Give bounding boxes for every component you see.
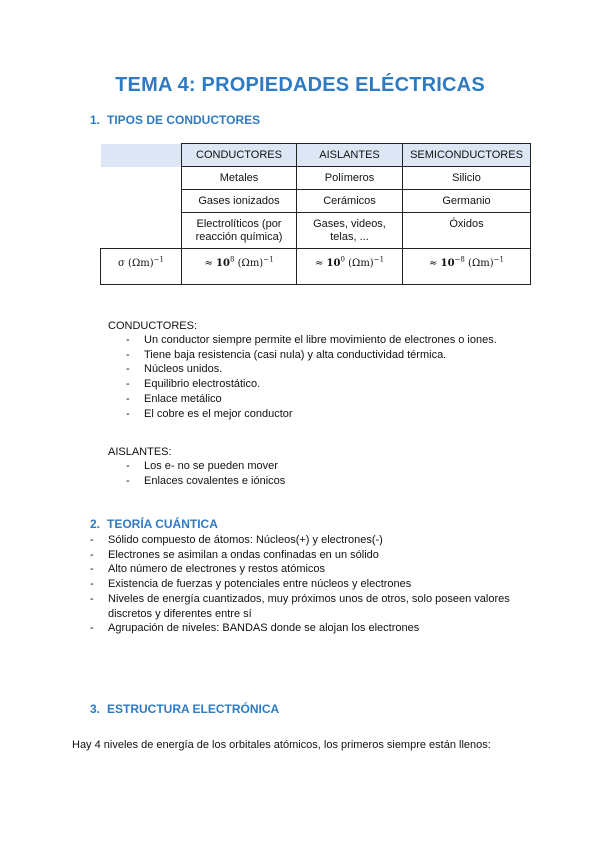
list-item: - Alto número de electrones y restos atómicos: [90, 563, 326, 576]
table-row: [101, 213, 531, 249]
sigma-exp-aislantes: 0: [340, 256, 345, 264]
sigma-conductores-cell: ≈ $10^8$ $(\Omega m)^{-1}$: [182, 249, 297, 285]
section-title: TIPOS DE CONDUCTORES: [107, 113, 261, 127]
section-number: 1.: [90, 113, 101, 127]
sigma-exp-semiconductores: −8: [454, 256, 465, 264]
list-item: - Equilibrio electrostático.: [126, 378, 261, 391]
conductor-types-table: [100, 143, 531, 285]
estructura-paragraph: Hay 4 niveles de energía de los orbitales atómicos, los primeros siempre están llenos:: [72, 739, 491, 751]
table-cell: Gases ionizados: [182, 190, 297, 213]
section-number: 3.: [90, 702, 101, 716]
list-item: - Enlaces covalentes e iónicos: [126, 474, 286, 487]
list-item: - Tiene baja resistencia (casi nula) y alta conductividad térmica.: [126, 348, 447, 361]
table-row: [101, 190, 531, 213]
sigma-symbol: σ: [118, 258, 125, 270]
sigma-label-cell: [101, 249, 182, 285]
table-cell: Silicio: [403, 167, 531, 190]
table-cell: Gases, videos, telas, ...: [297, 213, 403, 249]
aislantes-label: AISLANTES:: [108, 446, 172, 458]
table-corner-blank: [101, 144, 182, 167]
sigma-aislantes-cell: ≈ $10^0$ $(\Omega m)^{-1}$: [297, 249, 403, 285]
list-item: - Los e- no se pueden mover: [126, 460, 278, 472]
aislantes-list: [126, 459, 544, 488]
list-item: - Agrupación de niveles: BANDAS donde se alojan los electrones: [90, 622, 420, 635]
table-cell: Metales: [182, 167, 297, 190]
list-item: - Niveles de energía cuantizados, muy próximos unos de otros, solo poseen valores discretos y diferentes entre sí: [90, 592, 510, 620]
table-row-sigma: [101, 249, 531, 285]
teoria-list: [90, 533, 538, 636]
sigma-unit-exp: −1: [153, 256, 164, 264]
table-cell: Electrolíticos (por reacción química): [182, 213, 297, 249]
list-item: - El cobre es el mejor conductor: [126, 407, 293, 420]
table-header-row: [101, 144, 531, 167]
table-header-cell: AISLANTES: [297, 144, 403, 167]
section-number: 2.: [90, 517, 101, 531]
list-item: - Sólido compuesto de átomos: Núcleos(+) y electrones(-): [90, 534, 383, 546]
list-item: - Núcleos unidos.: [126, 363, 223, 376]
section-heading-teoria: [90, 517, 218, 531]
section-heading-tipos: [90, 113, 260, 127]
table-cell: Cerámicos: [297, 190, 403, 213]
conductores-label: CONDUCTORES:: [108, 320, 198, 332]
table-header-cell: CONDUCTORES: [182, 144, 297, 167]
sigma-unit: (Ωm): [128, 258, 154, 270]
table-cell: Germanio: [403, 190, 531, 213]
table-header-cell: SEMICONDUCTORES: [403, 144, 531, 167]
section-title: TEORÍA CUÁNTICA: [107, 517, 218, 531]
conductores-list: [126, 333, 544, 421]
table-row: [101, 167, 531, 190]
list-item: - Existencia de fuerzas y potenciales entre núcleos y electrones: [90, 578, 412, 591]
list-item: - Enlace metálico: [126, 392, 222, 405]
sigma-semiconductores-cell: ≈ $10^{-8}$ $(\Omega m)^{-1}$: [403, 249, 531, 285]
table-cell: Óxidos: [403, 213, 531, 249]
list-item: - Un conductor siempre permite el libre movimiento de electrones o iones.: [126, 334, 497, 346]
section-heading-estructura: [90, 702, 279, 716]
table-cell: Polímeros: [297, 167, 403, 190]
section-title: ESTRUCTURA ELECTRÓNICA: [107, 702, 280, 716]
page-title: TEMA 4: PROPIEDADES ELÉCTRICAS: [115, 74, 485, 96]
sigma-exp-conductores: 8: [229, 256, 235, 264]
list-item: - Electrones se asimilan a ondas confinadas en un sólido: [90, 548, 379, 561]
